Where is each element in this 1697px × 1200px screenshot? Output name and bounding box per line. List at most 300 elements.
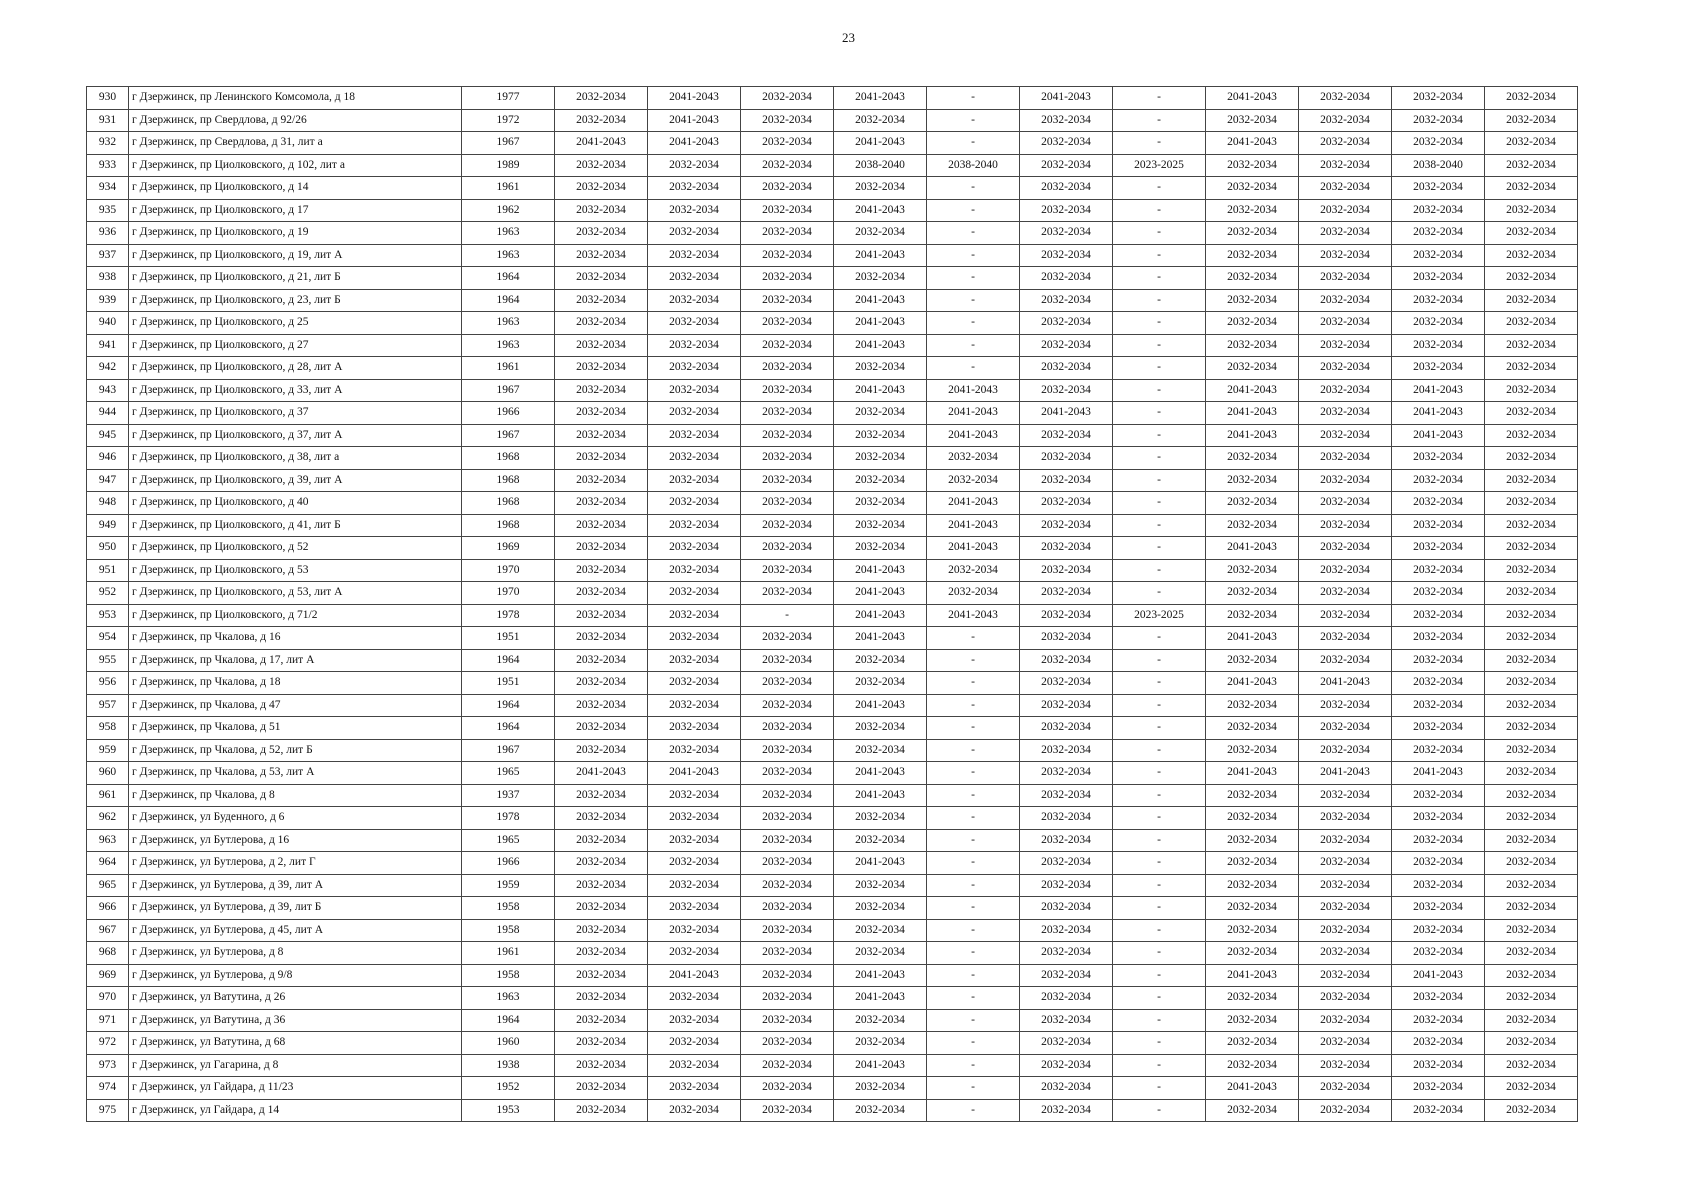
- cell-period-3: 2032-2034: [741, 87, 834, 110]
- cell-period-8: 2032-2034: [1206, 694, 1299, 717]
- cell-year-built: 1963: [462, 222, 555, 245]
- cell-period-2: 2032-2034: [648, 447, 741, 470]
- cell-period-10: 2032-2034: [1392, 739, 1485, 762]
- cell-period-6: 2032-2034: [1020, 357, 1113, 380]
- cell-row-number: 965: [87, 874, 129, 897]
- cell-period-11: 2032-2034: [1485, 177, 1578, 200]
- cell-year-built: 1964: [462, 267, 555, 290]
- cell-period-6: 2032-2034: [1020, 852, 1113, 875]
- cell-period-3: 2032-2034: [741, 244, 834, 267]
- cell-address: г Дзержинск, ул Бутлерова, д 39, лит Б: [129, 897, 462, 920]
- cell-period-8: 2032-2034: [1206, 199, 1299, 222]
- cell-period-9: 2032-2034: [1299, 87, 1392, 110]
- cell-period-10: 2032-2034: [1392, 694, 1485, 717]
- cell-period-10: 2032-2034: [1392, 874, 1485, 897]
- cell-period-7: 2023-2025: [1113, 154, 1206, 177]
- cell-period-5: -: [927, 244, 1020, 267]
- table-row: [87, 987, 1578, 1010]
- cell-period-5: 2041-2043: [927, 379, 1020, 402]
- cell-period-5: -: [927, 784, 1020, 807]
- cell-period-6: 2032-2034: [1020, 717, 1113, 740]
- cell-period-7: -: [1113, 807, 1206, 830]
- cell-period-6: 2032-2034: [1020, 267, 1113, 290]
- cell-period-5: -: [927, 739, 1020, 762]
- cell-period-2: 2032-2034: [648, 627, 741, 650]
- cell-period-3: 2032-2034: [741, 1077, 834, 1100]
- cell-address: г Дзержинск, пр Циолковского, д 37: [129, 402, 462, 425]
- cell-period-8: 2032-2034: [1206, 717, 1299, 740]
- cell-period-6: 2041-2043: [1020, 87, 1113, 110]
- cell-period-5: -: [927, 267, 1020, 290]
- cell-address: г Дзержинск, пр Ленинского Комсомола, д 18: [129, 87, 462, 110]
- cell-period-1: 2032-2034: [555, 829, 648, 852]
- cell-address: г Дзержинск, пр Циолковского, д 53: [129, 559, 462, 582]
- cell-period-6: 2032-2034: [1020, 739, 1113, 762]
- cell-period-4: 2041-2043: [834, 379, 927, 402]
- cell-period-4: 2041-2043: [834, 762, 927, 785]
- cell-period-3: 2032-2034: [741, 762, 834, 785]
- cell-period-11: 2032-2034: [1485, 402, 1578, 425]
- cell-period-4: 2038-2040: [834, 154, 927, 177]
- cell-row-number: 974: [87, 1077, 129, 1100]
- cell-period-2: 2032-2034: [648, 942, 741, 965]
- cell-address: г Дзержинск, пр Циолковского, д 14: [129, 177, 462, 200]
- cell-period-11: 2032-2034: [1485, 334, 1578, 357]
- cell-period-6: 2032-2034: [1020, 132, 1113, 155]
- cell-period-8: 2032-2034: [1206, 604, 1299, 627]
- cell-period-5: -: [927, 627, 1020, 650]
- cell-period-4: 2032-2034: [834, 267, 927, 290]
- cell-period-7: -: [1113, 199, 1206, 222]
- cell-period-8: 2041-2043: [1206, 672, 1299, 695]
- cell-address: г Дзержинск, пр Циолковского, д 27: [129, 334, 462, 357]
- cell-period-1: 2032-2034: [555, 424, 648, 447]
- cell-period-6: 2032-2034: [1020, 334, 1113, 357]
- cell-row-number: 966: [87, 897, 129, 920]
- cell-period-5: -: [927, 897, 1020, 920]
- cell-address: г Дзержинск, пр Чкалова, д 47: [129, 694, 462, 717]
- cell-period-6: 2032-2034: [1020, 874, 1113, 897]
- cell-period-7: -: [1113, 1009, 1206, 1032]
- cell-year-built: 1963: [462, 987, 555, 1010]
- cell-period-2: 2041-2043: [648, 964, 741, 987]
- cell-period-8: 2041-2043: [1206, 132, 1299, 155]
- cell-address: г Дзержинск, пр Циолковского, д 41, лит Б: [129, 514, 462, 537]
- table-row: [87, 627, 1578, 650]
- cell-period-2: 2032-2034: [648, 244, 741, 267]
- cell-period-6: 2041-2043: [1020, 402, 1113, 425]
- cell-period-4: 2032-2034: [834, 1077, 927, 1100]
- cell-period-4: 2032-2034: [834, 739, 927, 762]
- cell-period-9: 2032-2034: [1299, 244, 1392, 267]
- cell-period-7: -: [1113, 897, 1206, 920]
- cell-period-7: -: [1113, 739, 1206, 762]
- cell-period-8: 2032-2034: [1206, 267, 1299, 290]
- cell-period-3: -: [741, 604, 834, 627]
- table-row: [87, 762, 1578, 785]
- cell-year-built: 1978: [462, 604, 555, 627]
- cell-period-1: 2032-2034: [555, 1077, 648, 1100]
- cell-period-6: 2032-2034: [1020, 807, 1113, 830]
- cell-period-4: 2032-2034: [834, 177, 927, 200]
- cell-period-2: 2032-2034: [648, 177, 741, 200]
- cell-period-8: 2041-2043: [1206, 762, 1299, 785]
- cell-period-11: 2032-2034: [1485, 784, 1578, 807]
- cell-period-10: 2032-2034: [1392, 132, 1485, 155]
- cell-period-7: -: [1113, 289, 1206, 312]
- cell-row-number: 971: [87, 1009, 129, 1032]
- cell-period-5: 2038-2040: [927, 154, 1020, 177]
- cell-period-7: -: [1113, 132, 1206, 155]
- cell-period-9: 2032-2034: [1299, 109, 1392, 132]
- cell-period-9: 2032-2034: [1299, 132, 1392, 155]
- cell-address: г Дзержинск, пр Чкалова, д 53, лит А: [129, 762, 462, 785]
- cell-year-built: 1937: [462, 784, 555, 807]
- cell-period-6: 2032-2034: [1020, 244, 1113, 267]
- cell-period-3: 2032-2034: [741, 447, 834, 470]
- cell-period-4: 2041-2043: [834, 627, 927, 650]
- cell-period-5: -: [927, 807, 1020, 830]
- table-row: [87, 807, 1578, 830]
- cell-period-4: 2041-2043: [834, 289, 927, 312]
- cell-period-2: 2032-2034: [648, 537, 741, 560]
- cell-period-9: 2041-2043: [1299, 762, 1392, 785]
- cell-period-5: -: [927, 1054, 1020, 1077]
- cell-period-6: 2032-2034: [1020, 1032, 1113, 1055]
- cell-period-10: 2032-2034: [1392, 267, 1485, 290]
- cell-year-built: 1966: [462, 402, 555, 425]
- cell-period-6: 2032-2034: [1020, 109, 1113, 132]
- cell-period-7: -: [1113, 1032, 1206, 1055]
- cell-year-built: 1968: [462, 514, 555, 537]
- cell-period-6: 2032-2034: [1020, 672, 1113, 695]
- table-row: [87, 559, 1578, 582]
- cell-period-4: 2032-2034: [834, 717, 927, 740]
- cell-year-built: 1958: [462, 964, 555, 987]
- cell-row-number: 940: [87, 312, 129, 335]
- cell-row-number: 937: [87, 244, 129, 267]
- cell-period-8: 2041-2043: [1206, 87, 1299, 110]
- cell-year-built: 1989: [462, 154, 555, 177]
- cell-period-2: 2032-2034: [648, 852, 741, 875]
- cell-period-2: 2032-2034: [648, 694, 741, 717]
- cell-period-8: 2032-2034: [1206, 357, 1299, 380]
- cell-period-10: 2032-2034: [1392, 987, 1485, 1010]
- cell-period-3: 2032-2034: [741, 559, 834, 582]
- cell-year-built: 1963: [462, 334, 555, 357]
- cell-period-4: 2041-2043: [834, 784, 927, 807]
- cell-period-3: 2032-2034: [741, 334, 834, 357]
- cell-row-number: 951: [87, 559, 129, 582]
- cell-address: г Дзержинск, пр Чкалова, д 8: [129, 784, 462, 807]
- cell-period-11: 2032-2034: [1485, 582, 1578, 605]
- cell-period-10: 2032-2034: [1392, 109, 1485, 132]
- cell-period-1: 2032-2034: [555, 694, 648, 717]
- cell-period-8: 2041-2043: [1206, 402, 1299, 425]
- cell-period-3: 2032-2034: [741, 514, 834, 537]
- cell-period-9: 2032-2034: [1299, 267, 1392, 290]
- cell-period-8: 2041-2043: [1206, 964, 1299, 987]
- cell-period-9: 2032-2034: [1299, 604, 1392, 627]
- cell-period-5: 2041-2043: [927, 424, 1020, 447]
- cell-period-3: 2032-2034: [741, 402, 834, 425]
- cell-period-4: 2032-2034: [834, 942, 927, 965]
- cell-address: г Дзержинск, ул Бутлерова, д 45, лит А: [129, 919, 462, 942]
- cell-period-4: 2032-2034: [834, 829, 927, 852]
- cell-row-number: 932: [87, 132, 129, 155]
- cell-address: г Дзержинск, пр Чкалова, д 52, лит Б: [129, 739, 462, 762]
- cell-period-3: 2032-2034: [741, 222, 834, 245]
- cell-address: г Дзержинск, пр Циолковского, д 102, лит а: [129, 154, 462, 177]
- cell-period-1: 2032-2034: [555, 514, 648, 537]
- cell-period-7: -: [1113, 717, 1206, 740]
- cell-year-built: 1960: [462, 1032, 555, 1055]
- cell-period-3: 2032-2034: [741, 717, 834, 740]
- cell-period-11: 2032-2034: [1485, 1032, 1578, 1055]
- cell-period-6: 2032-2034: [1020, 897, 1113, 920]
- cell-address: г Дзержинск, пр Чкалова, д 51: [129, 717, 462, 740]
- table-row: [87, 1077, 1578, 1100]
- cell-period-1: 2032-2034: [555, 874, 648, 897]
- cell-period-9: 2032-2034: [1299, 154, 1392, 177]
- table-row: [87, 649, 1578, 672]
- cell-row-number: 963: [87, 829, 129, 852]
- cell-period-3: 2032-2034: [741, 897, 834, 920]
- cell-period-1: 2032-2034: [555, 784, 648, 807]
- cell-period-6: 2032-2034: [1020, 537, 1113, 560]
- cell-row-number: 970: [87, 987, 129, 1010]
- cell-period-6: 2032-2034: [1020, 1009, 1113, 1032]
- cell-row-number: 968: [87, 942, 129, 965]
- cell-period-11: 2032-2034: [1485, 199, 1578, 222]
- cell-address: г Дзержинск, пр Циолковского, д 38, лит а: [129, 447, 462, 470]
- cell-period-8: 2032-2034: [1206, 1009, 1299, 1032]
- cell-period-1: 2032-2034: [555, 919, 648, 942]
- cell-period-11: 2032-2034: [1485, 109, 1578, 132]
- cell-period-6: 2032-2034: [1020, 582, 1113, 605]
- cell-period-3: 2032-2034: [741, 109, 834, 132]
- cell-period-5: 2041-2043: [927, 604, 1020, 627]
- cell-year-built: 1977: [462, 87, 555, 110]
- cell-period-1: 2032-2034: [555, 649, 648, 672]
- cell-period-1: 2032-2034: [555, 627, 648, 650]
- cell-row-number: 933: [87, 154, 129, 177]
- cell-period-7: -: [1113, 1077, 1206, 1100]
- cell-period-1: 2032-2034: [555, 672, 648, 695]
- cell-period-3: 2032-2034: [741, 784, 834, 807]
- cell-period-9: 2032-2034: [1299, 874, 1392, 897]
- cell-period-5: -: [927, 199, 1020, 222]
- cell-period-1: 2032-2034: [555, 87, 648, 110]
- cell-period-11: 2032-2034: [1485, 1054, 1578, 1077]
- cell-period-9: 2032-2034: [1299, 739, 1392, 762]
- table-row: [87, 154, 1578, 177]
- cell-address: г Дзержинск, пр Циолковского, д 37, лит А: [129, 424, 462, 447]
- cell-period-6: 2032-2034: [1020, 762, 1113, 785]
- cell-period-6: 2032-2034: [1020, 514, 1113, 537]
- cell-period-1: 2032-2034: [555, 312, 648, 335]
- cell-year-built: 1967: [462, 379, 555, 402]
- cell-period-4: 2032-2034: [834, 424, 927, 447]
- cell-period-5: 2032-2034: [927, 469, 1020, 492]
- cell-period-10: 2032-2034: [1392, 807, 1485, 830]
- cell-row-number: 950: [87, 537, 129, 560]
- cell-period-6: 2032-2034: [1020, 154, 1113, 177]
- cell-period-10: 2032-2034: [1392, 1054, 1485, 1077]
- cell-row-number: 958: [87, 717, 129, 740]
- cell-period-2: 2032-2034: [648, 1054, 741, 1077]
- cell-row-number: 972: [87, 1032, 129, 1055]
- cell-period-2: 2032-2034: [648, 829, 741, 852]
- cell-period-2: 2032-2034: [648, 267, 741, 290]
- cell-period-1: 2032-2034: [555, 604, 648, 627]
- cell-period-8: 2032-2034: [1206, 1099, 1299, 1122]
- cell-period-3: 2032-2034: [741, 537, 834, 560]
- cell-period-8: 2032-2034: [1206, 559, 1299, 582]
- table-row: [87, 379, 1578, 402]
- cell-period-10: 2032-2034: [1392, 604, 1485, 627]
- cell-period-9: 2032-2034: [1299, 1032, 1392, 1055]
- cell-period-6: 2032-2034: [1020, 469, 1113, 492]
- cell-period-11: 2032-2034: [1485, 942, 1578, 965]
- cell-period-2: 2032-2034: [648, 604, 741, 627]
- cell-period-6: 2032-2034: [1020, 222, 1113, 245]
- cell-period-11: 2032-2034: [1485, 267, 1578, 290]
- cell-period-3: 2032-2034: [741, 267, 834, 290]
- cell-period-6: 2032-2034: [1020, 379, 1113, 402]
- cell-period-6: 2032-2034: [1020, 942, 1113, 965]
- cell-period-7: -: [1113, 492, 1206, 515]
- cell-period-9: 2032-2034: [1299, 897, 1392, 920]
- cell-row-number: 952: [87, 582, 129, 605]
- cell-year-built: 1961: [462, 942, 555, 965]
- cell-period-8: 2032-2034: [1206, 312, 1299, 335]
- cell-period-8: 2032-2034: [1206, 829, 1299, 852]
- cell-period-7: -: [1113, 762, 1206, 785]
- page-number: 23: [842, 30, 855, 45]
- cell-address: г Дзержинск, ул Буденного, д 6: [129, 807, 462, 830]
- cell-period-10: 2032-2034: [1392, 1077, 1485, 1100]
- cell-period-2: 2032-2034: [648, 312, 741, 335]
- table-row: [87, 222, 1578, 245]
- cell-period-9: 2032-2034: [1299, 582, 1392, 605]
- table-row: [87, 87, 1578, 110]
- cell-period-9: 2032-2034: [1299, 852, 1392, 875]
- cell-year-built: 1965: [462, 829, 555, 852]
- cell-period-2: 2041-2043: [648, 132, 741, 155]
- cell-period-9: 2032-2034: [1299, 784, 1392, 807]
- cell-row-number: 969: [87, 964, 129, 987]
- table-row: [87, 1054, 1578, 1077]
- cell-year-built: 1953: [462, 1099, 555, 1122]
- cell-period-9: 2032-2034: [1299, 514, 1392, 537]
- cell-row-number: 938: [87, 267, 129, 290]
- cell-period-5: 2041-2043: [927, 537, 1020, 560]
- cell-row-number: 936: [87, 222, 129, 245]
- cell-address: г Дзержинск, пр Циолковского, д 19, лит А: [129, 244, 462, 267]
- cell-period-8: 2032-2034: [1206, 222, 1299, 245]
- cell-period-3: 2032-2034: [741, 289, 834, 312]
- cell-period-9: 2032-2034: [1299, 199, 1392, 222]
- cell-period-7: -: [1113, 672, 1206, 695]
- cell-period-5: 2041-2043: [927, 402, 1020, 425]
- cell-period-11: 2032-2034: [1485, 222, 1578, 245]
- cell-period-10: 2032-2034: [1392, 289, 1485, 312]
- cell-address: г Дзержинск, пр Циолковского, д 33, лит А: [129, 379, 462, 402]
- cell-period-1: 2032-2034: [555, 402, 648, 425]
- cell-period-10: 2032-2034: [1392, 199, 1485, 222]
- cell-period-2: 2032-2034: [648, 357, 741, 380]
- cell-period-2: 2032-2034: [648, 424, 741, 447]
- cell-period-11: 2032-2034: [1485, 244, 1578, 267]
- cell-period-6: 2032-2034: [1020, 1054, 1113, 1077]
- cell-period-7: -: [1113, 559, 1206, 582]
- cell-period-5: -: [927, 717, 1020, 740]
- cell-period-6: 2032-2034: [1020, 829, 1113, 852]
- cell-period-1: 2032-2034: [555, 447, 648, 470]
- cell-period-2: 2032-2034: [648, 649, 741, 672]
- cell-row-number: 962: [87, 807, 129, 830]
- table-row: [87, 357, 1578, 380]
- cell-period-1: 2032-2034: [555, 942, 648, 965]
- cell-period-10: 2032-2034: [1392, 1009, 1485, 1032]
- cell-period-10: 2032-2034: [1392, 244, 1485, 267]
- cell-period-1: 2041-2043: [555, 762, 648, 785]
- cell-period-2: 2041-2043: [648, 109, 741, 132]
- cell-period-6: 2032-2034: [1020, 604, 1113, 627]
- cell-period-9: 2032-2034: [1299, 1077, 1392, 1100]
- cell-period-9: 2032-2034: [1299, 964, 1392, 987]
- cell-period-10: 2032-2034: [1392, 222, 1485, 245]
- cell-period-8: 2032-2034: [1206, 807, 1299, 830]
- cell-period-5: -: [927, 919, 1020, 942]
- cell-period-10: 2032-2034: [1392, 87, 1485, 110]
- cell-period-9: 2041-2043: [1299, 672, 1392, 695]
- cell-period-2: 2032-2034: [648, 1077, 741, 1100]
- cell-year-built: 1951: [462, 627, 555, 650]
- cell-period-7: -: [1113, 424, 1206, 447]
- cell-period-9: 2032-2034: [1299, 312, 1392, 335]
- cell-year-built: 1972: [462, 109, 555, 132]
- cell-period-7: -: [1113, 987, 1206, 1010]
- cell-period-3: 2032-2034: [741, 964, 834, 987]
- cell-period-5: 2032-2034: [927, 447, 1020, 470]
- cell-period-10: 2032-2034: [1392, 942, 1485, 965]
- cell-period-6: 2032-2034: [1020, 627, 1113, 650]
- cell-year-built: 1964: [462, 694, 555, 717]
- cell-period-6: 2032-2034: [1020, 784, 1113, 807]
- cell-period-7: -: [1113, 402, 1206, 425]
- cell-period-5: -: [927, 312, 1020, 335]
- cell-period-9: 2032-2034: [1299, 1009, 1392, 1032]
- cell-period-2: 2032-2034: [648, 717, 741, 740]
- cell-period-2: 2032-2034: [648, 199, 741, 222]
- cell-period-4: 2041-2043: [834, 987, 927, 1010]
- table-row: [87, 267, 1578, 290]
- cell-year-built: 1959: [462, 874, 555, 897]
- cell-period-2: 2032-2034: [648, 897, 741, 920]
- table-row: [87, 132, 1578, 155]
- cell-year-built: 1968: [462, 492, 555, 515]
- cell-period-8: 2041-2043: [1206, 424, 1299, 447]
- cell-period-4: 2032-2034: [834, 469, 927, 492]
- cell-period-10: 2032-2034: [1392, 514, 1485, 537]
- cell-period-5: -: [927, 762, 1020, 785]
- cell-period-3: 2032-2034: [741, 942, 834, 965]
- table-row: [87, 177, 1578, 200]
- cell-period-7: -: [1113, 874, 1206, 897]
- cell-period-5: -: [927, 1032, 1020, 1055]
